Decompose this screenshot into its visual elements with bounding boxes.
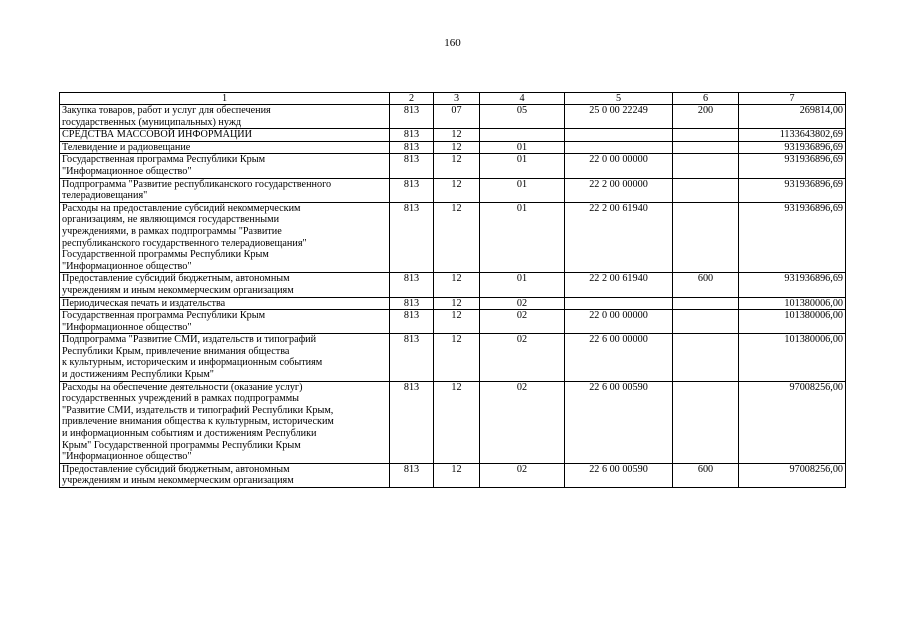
row-section: 12	[434, 202, 480, 273]
row-code: 813	[390, 273, 434, 297]
table-row	[60, 334, 846, 381]
row-expense-type: 200	[673, 105, 739, 129]
row-name: Государственная программа Республики Крым "Информационное общество"	[60, 154, 390, 178]
row-section: 12	[434, 129, 480, 142]
row-target-article	[565, 141, 673, 154]
row-name: Государственная программа Республики Крым "Информационное общество"	[60, 310, 390, 334]
row-section: 12	[434, 297, 480, 310]
row-expense-type	[673, 154, 739, 178]
row-expense-type: 600	[673, 273, 739, 297]
row-section: 12	[434, 154, 480, 178]
column-header: 3	[434, 93, 480, 105]
row-expense-type	[673, 381, 739, 463]
row-subsection: 01	[480, 273, 565, 297]
row-section: 12	[434, 463, 480, 487]
row-target-article: 22 6 00 00590	[565, 463, 673, 487]
row-amount: 269814,00	[739, 105, 846, 129]
row-amount: 101380006,00	[739, 334, 846, 381]
table-row	[60, 178, 846, 202]
row-code: 813	[390, 141, 434, 154]
row-expense-type	[673, 141, 739, 154]
row-target-article: 22 2 00 00000	[565, 178, 673, 202]
row-expense-type	[673, 178, 739, 202]
row-amount: 1133643802,69	[739, 129, 846, 142]
row-section: 12	[434, 178, 480, 202]
row-code: 813	[390, 105, 434, 129]
row-expense-type	[673, 202, 739, 273]
row-name: Подпрограмма "Развитие СМИ, издательств и типографий Республики Крым, привлечение внимания общества к культурным, историческим и информационным событиям и достижениям Республики Крым"	[60, 334, 390, 381]
row-section: 07	[434, 105, 480, 129]
row-name: Периодическая печать и издательства	[60, 297, 390, 310]
row-expense-type: 600	[673, 463, 739, 487]
row-amount: 931936896,69	[739, 141, 846, 154]
row-code: 813	[390, 334, 434, 381]
row-name: Телевидение и радиовещание	[60, 141, 390, 154]
row-target-article	[565, 297, 673, 310]
row-subsection: 01	[480, 178, 565, 202]
row-subsection: 02	[480, 381, 565, 463]
row-name: Расходы на обеспечение деятельности (оказание услуг) государственных учреждений в рамках подпрограммы "Развитие СМИ, издательств и типографий Республики Крым, привлечение внимания общества к культурным, историческим и информационным событиям и достижениям Республики Крым" Государственной программы Республики Крым "Информационное общество"	[60, 381, 390, 463]
row-amount: 931936896,69	[739, 273, 846, 297]
row-amount: 931936896,69	[739, 154, 846, 178]
row-subsection: 02	[480, 463, 565, 487]
row-code: 813	[390, 202, 434, 273]
row-subsection: 02	[480, 297, 565, 310]
budget-table	[59, 92, 846, 488]
table-row	[60, 202, 846, 273]
row-code: 813	[390, 381, 434, 463]
row-amount: 101380006,00	[739, 310, 846, 334]
column-header: 5	[565, 93, 673, 105]
row-expense-type	[673, 129, 739, 142]
table-row	[60, 463, 846, 487]
row-section: 12	[434, 141, 480, 154]
row-target-article: 22 0 00 00000	[565, 154, 673, 178]
row-amount: 101380006,00	[739, 297, 846, 310]
table-row	[60, 381, 846, 463]
row-code: 813	[390, 154, 434, 178]
row-name: Предоставление субсидий бюджетным, автономным учреждениям и иным некоммерческим организациям	[60, 273, 390, 297]
row-expense-type	[673, 297, 739, 310]
row-code: 813	[390, 463, 434, 487]
row-target-article: 25 0 00 22249	[565, 105, 673, 129]
row-target-article: 22 6 00 00590	[565, 381, 673, 463]
row-target-article: 22 0 00 00000	[565, 310, 673, 334]
row-section: 12	[434, 381, 480, 463]
row-subsection: 05	[480, 105, 565, 129]
row-target-article: 22 2 00 61940	[565, 202, 673, 273]
table-row	[60, 297, 846, 310]
row-code: 813	[390, 310, 434, 334]
row-target-article: 22 6 00 00000	[565, 334, 673, 381]
page-number: 160	[444, 37, 461, 49]
table-row	[60, 129, 846, 142]
row-name: СРЕДСТВА МАССОВОЙ ИНФОРМАЦИИ	[60, 129, 390, 142]
header-row	[60, 93, 846, 105]
table-row	[60, 141, 846, 154]
table-row	[60, 273, 846, 297]
row-expense-type	[673, 334, 739, 381]
row-code: 813	[390, 297, 434, 310]
row-amount: 931936896,69	[739, 178, 846, 202]
row-subsection: 01	[480, 202, 565, 273]
row-section: 12	[434, 310, 480, 334]
column-header: 4	[480, 93, 565, 105]
row-subsection: 02	[480, 334, 565, 381]
row-name: Закупка товаров, работ и услуг для обеспечения государственных (муниципальных) нужд	[60, 105, 390, 129]
row-subsection: 01	[480, 141, 565, 154]
row-expense-type	[673, 310, 739, 334]
row-amount: 97008256,00	[739, 463, 846, 487]
column-header: 2	[390, 93, 434, 105]
row-subsection	[480, 129, 565, 142]
row-section: 12	[434, 273, 480, 297]
row-name: Расходы на предоставление субсидий некоммерческим организациям, не являющимся государственными учреждениями, в рамках подпрограммы "Развитие республиканского государственного телерадиовещания" Государственной программы Республики Крым "Информационное общество"	[60, 202, 390, 273]
row-section: 12	[434, 334, 480, 381]
row-target-article	[565, 129, 673, 142]
column-header: 6	[673, 93, 739, 105]
row-subsection: 02	[480, 310, 565, 334]
row-subsection: 01	[480, 154, 565, 178]
row-name: Предоставление субсидий бюджетным, автономным учреждениям и иным некоммерческим организациям	[60, 463, 390, 487]
column-header: 1	[60, 93, 390, 105]
row-code: 813	[390, 129, 434, 142]
column-header: 7	[739, 93, 846, 105]
table-row	[60, 105, 846, 129]
table-row	[60, 310, 846, 334]
table-row	[60, 154, 846, 178]
row-target-article: 22 2 00 61940	[565, 273, 673, 297]
row-amount: 97008256,00	[739, 381, 846, 463]
row-name: Подпрограмма "Развитие республиканского государственного телерадиовещания"	[60, 178, 390, 202]
row-code: 813	[390, 178, 434, 202]
row-amount: 931936896,69	[739, 202, 846, 273]
